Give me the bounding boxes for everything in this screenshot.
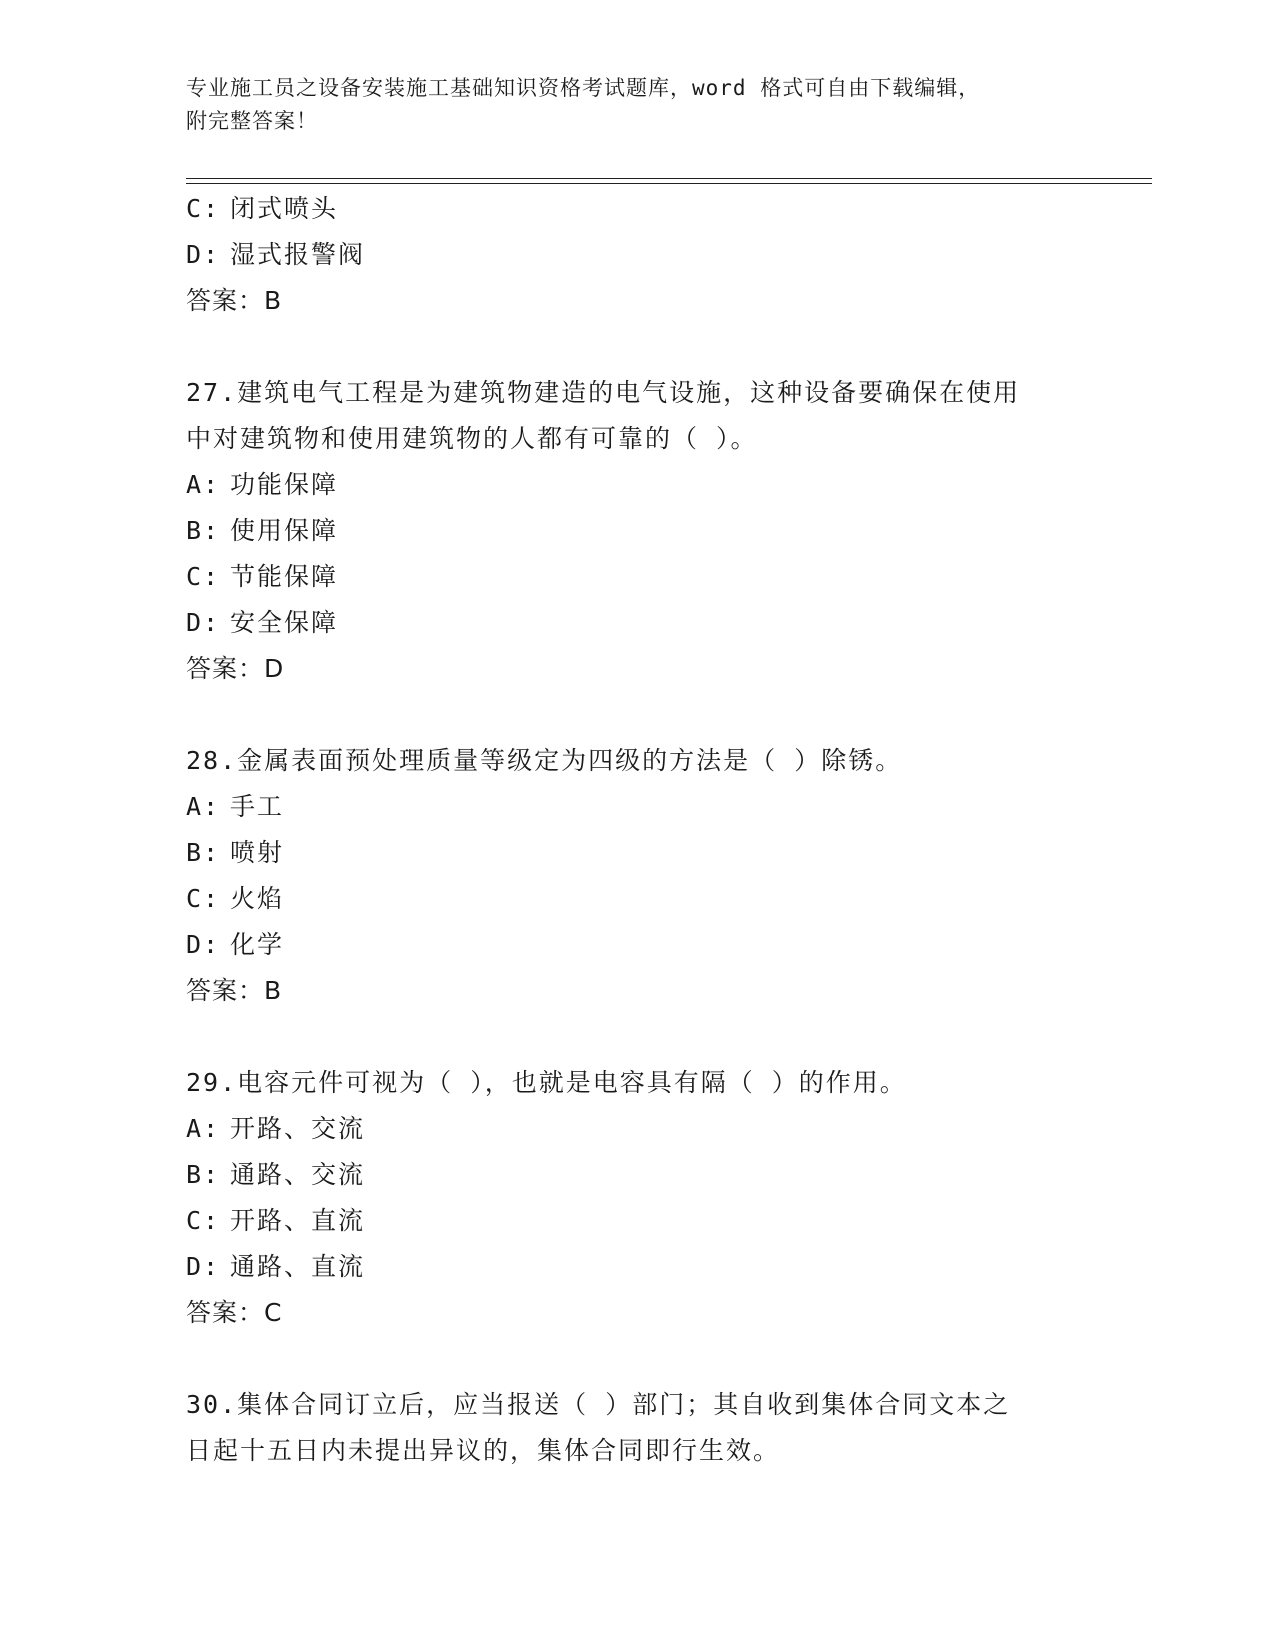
option-line bbox=[186, 1152, 1086, 1198]
option-text: 使用保障 bbox=[230, 516, 339, 545]
option-line bbox=[186, 830, 1086, 876]
spacer bbox=[186, 324, 1086, 370]
header-line-1: 专业施工员之设备安装施工基础知识资格考试题库，word 格式可自由下载编辑， bbox=[186, 76, 981, 100]
spacer bbox=[186, 1336, 1086, 1382]
question-text: 28.金属表面预处理质量等级定为四级的方法是（ ）除锈。 bbox=[186, 746, 903, 775]
option-line bbox=[186, 186, 1086, 232]
option-letter: B: bbox=[186, 516, 221, 545]
question-text: 中对建筑物和使用建筑物的人都有可靠的（ ）。 bbox=[186, 424, 758, 453]
option-letter: A: bbox=[186, 470, 221, 499]
document-header bbox=[186, 72, 1066, 138]
option-text: 通路、交流 bbox=[230, 1160, 366, 1189]
option-text: 湿式报警阀 bbox=[230, 240, 366, 269]
option-line bbox=[186, 1244, 1086, 1290]
option-text: 火焰 bbox=[230, 884, 285, 913]
option-line bbox=[186, 508, 1086, 554]
option-text: 喷射 bbox=[230, 838, 285, 867]
option-line bbox=[186, 1198, 1086, 1244]
answer-line: 答案：B bbox=[186, 976, 283, 1005]
question-text: 29.电容元件可视为（ ），也就是电容具有隔（ ）的作用。 bbox=[186, 1068, 907, 1097]
answer-line: 答案：B bbox=[186, 286, 283, 315]
option-letter: D: bbox=[186, 930, 221, 959]
option-line bbox=[186, 1106, 1086, 1152]
option-line bbox=[186, 554, 1086, 600]
option-letter: A: bbox=[186, 1114, 221, 1143]
option-letter: A: bbox=[186, 792, 221, 821]
header-divider-bottom bbox=[186, 183, 1152, 184]
question-text: 日起十五日内未提出异议的，集体合同即行生效。 bbox=[186, 1436, 781, 1465]
option-text: 安全保障 bbox=[230, 608, 339, 637]
option-letter: B: bbox=[186, 1160, 221, 1189]
question-block-29 bbox=[186, 1060, 1086, 1336]
option-letter: C: bbox=[186, 884, 221, 913]
header-line-2: 附完整答案！ bbox=[186, 109, 318, 133]
option-text: 手工 bbox=[230, 792, 285, 821]
option-letter: C: bbox=[186, 194, 221, 223]
option-line bbox=[186, 784, 1086, 830]
option-text: 开路、交流 bbox=[230, 1114, 366, 1143]
option-line bbox=[186, 232, 1086, 278]
question-block-30 bbox=[186, 1382, 1086, 1474]
option-text: 闭式喷头 bbox=[230, 194, 339, 223]
question-text: 30.集体合同订立后，应当报送（ ）部门；其自收到集体合同文本之 bbox=[186, 1390, 1011, 1419]
option-letter: B: bbox=[186, 838, 221, 867]
option-line bbox=[186, 922, 1086, 968]
option-text: 节能保障 bbox=[230, 562, 339, 591]
answer-line: 答案：D bbox=[186, 654, 285, 683]
option-letter: D: bbox=[186, 608, 221, 637]
option-line bbox=[186, 876, 1086, 922]
option-letter: C: bbox=[186, 562, 221, 591]
spacer bbox=[186, 1014, 1086, 1060]
spacer bbox=[186, 692, 1086, 738]
question-content bbox=[186, 186, 1086, 1474]
header-divider-top bbox=[186, 178, 1152, 179]
question-block-27 bbox=[186, 370, 1086, 692]
option-text: 通路、直流 bbox=[230, 1252, 366, 1281]
option-line bbox=[186, 462, 1086, 508]
option-letter: D: bbox=[186, 1252, 221, 1281]
option-text: 化学 bbox=[230, 930, 285, 959]
answer-line: 答案：C bbox=[186, 1298, 283, 1327]
option-text: 功能保障 bbox=[230, 470, 339, 499]
prev-question-block bbox=[186, 186, 1086, 324]
option-line bbox=[186, 600, 1086, 646]
option-letter: C: bbox=[186, 1206, 221, 1235]
question-text: 27.建筑电气工程是为建筑物建造的电气设施，这种设备要确保在使用 bbox=[186, 378, 1021, 407]
option-text: 开路、直流 bbox=[230, 1206, 366, 1235]
option-letter: D: bbox=[186, 240, 221, 269]
question-block-28 bbox=[186, 738, 1086, 1014]
